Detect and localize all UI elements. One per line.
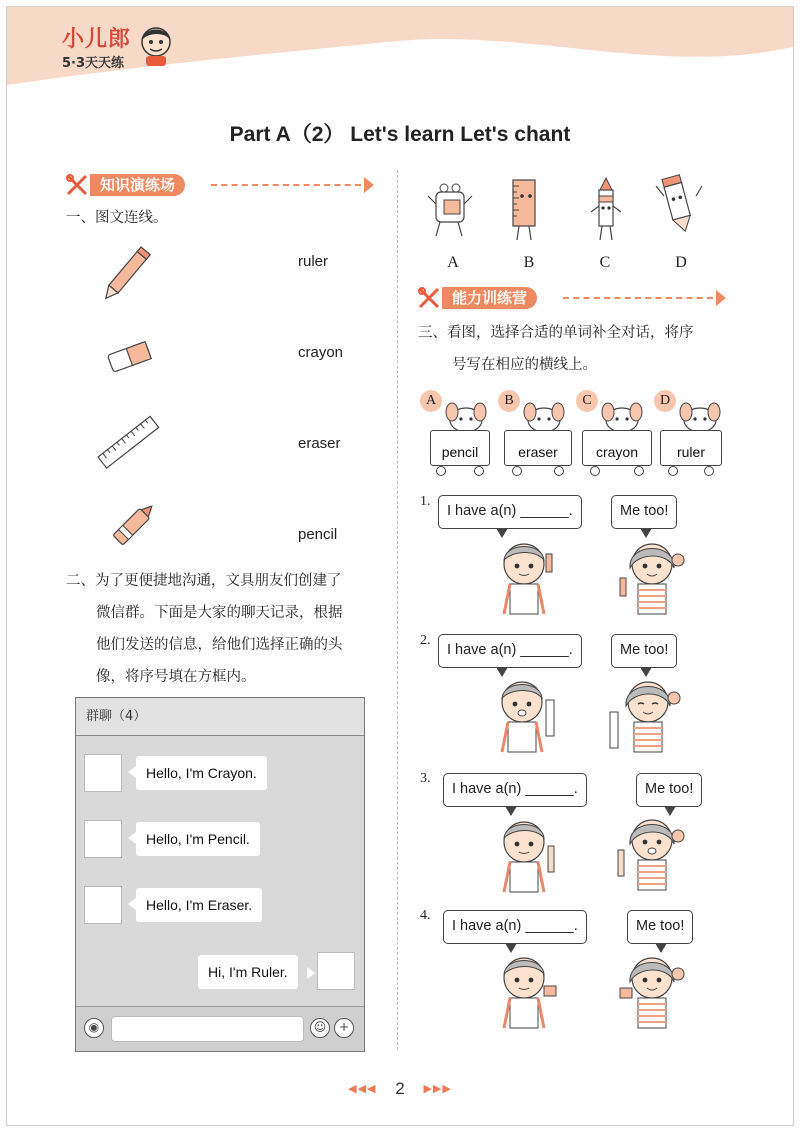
arrow-icon <box>716 290 726 306</box>
dashed-line <box>211 184 361 186</box>
girl-with-eraser-icon <box>612 948 692 1032</box>
bubble-tail <box>128 898 136 910</box>
dialogue-number: 2. <box>420 633 431 648</box>
mascot-icon <box>136 22 176 68</box>
bubble-tail <box>128 832 136 844</box>
chat-window <box>75 697 365 1052</box>
speech-bubble-right: Me too! <box>636 773 702 807</box>
dialogue-number: 4. <box>420 908 431 923</box>
question-1-label: 一、图文连线。 <box>66 210 168 226</box>
match-word-crayon: crayon <box>298 344 344 361</box>
pencil-character-icon <box>654 172 704 244</box>
chat-message: Hello, I'm Crayon. <box>136 756 267 790</box>
wheel <box>704 466 714 476</box>
girl-with-ruler-icon <box>604 672 688 756</box>
boy-with-ruler-icon <box>482 672 566 756</box>
question-3-line-2: 号写在相应的横线上。 <box>452 357 597 373</box>
section-title: 知识演练场 <box>90 174 185 196</box>
cart-word: crayon <box>595 444 639 460</box>
pencil-icon <box>92 240 162 306</box>
option-letter-a: A <box>447 254 459 271</box>
match-word-pencil: pencil <box>298 526 338 543</box>
question-2-line-2: 微信群。下面是大家的聊天记录，根据 <box>96 605 343 621</box>
column-divider <box>397 170 398 1050</box>
crayon-character-icon <box>588 176 624 244</box>
bubble-tail <box>307 967 315 979</box>
wheel <box>590 466 600 476</box>
page-number: 2 <box>395 1078 405 1098</box>
crayon-icon <box>100 494 164 558</box>
chat-message: Hello, I'm Pencil. <box>136 822 260 856</box>
chat-input[interactable] <box>111 1016 304 1042</box>
section-banner-ability <box>418 287 730 309</box>
avatar-answer-box[interactable] <box>84 886 122 924</box>
chat-footer <box>76 1006 364 1051</box>
match-word-eraser: eraser <box>298 435 341 452</box>
cart-option-d <box>652 388 732 478</box>
cart-word: pencil <box>441 444 479 460</box>
section-banner-knowledge <box>66 174 376 196</box>
cart-option-c <box>574 388 654 478</box>
wheel <box>512 466 522 476</box>
eraser-icon <box>103 336 155 376</box>
chat-group-title: 群聊（4） <box>76 698 364 736</box>
wheel <box>668 466 678 476</box>
girl-with-crayon-icon <box>612 534 692 618</box>
ruler-icon <box>94 410 164 476</box>
brand-name: 小儿郎 <box>62 27 132 52</box>
wheel <box>634 466 644 476</box>
page-footer <box>0 1078 800 1099</box>
boy-with-crayon-icon <box>488 534 568 618</box>
wheel <box>554 466 564 476</box>
scissors-icon <box>418 287 442 309</box>
question-2-line-3: 他们发送的信息，给他们选择正确的头 <box>96 637 343 653</box>
dialogue-number: 3. <box>420 771 431 786</box>
wheel <box>474 466 484 476</box>
cart-option-a <box>418 388 498 478</box>
avatar-answer-box[interactable] <box>84 754 122 792</box>
dog-icon <box>516 394 572 434</box>
option-letter-b: B <box>523 254 535 271</box>
dashed-line <box>563 297 713 299</box>
speech-bubble-left: I have a(n) ______. <box>443 773 587 807</box>
dog-icon <box>672 394 728 434</box>
cart-letter: C <box>576 390 598 412</box>
speech-bubble-right: Me too! <box>627 910 693 944</box>
speech-bubble-left: I have a(n) ______. <box>443 910 587 944</box>
previous-arrows-icon: ◀◀◀ <box>348 1083 377 1096</box>
cart-letter: B <box>498 390 520 412</box>
dog-icon <box>438 394 494 434</box>
next-arrows-icon: ▶▶▶ <box>423 1083 452 1096</box>
smile-icon[interactable]: ☺ <box>310 1018 330 1038</box>
bubble-tail <box>128 766 136 778</box>
ruler-character-icon <box>505 176 545 244</box>
match-word-ruler: ruler <box>298 253 329 270</box>
speech-bubble-right: Me too! <box>611 495 677 529</box>
cart-word: ruler <box>676 444 705 460</box>
boy-with-pencil-icon <box>488 812 568 896</box>
girl-with-pencil-icon <box>612 810 692 896</box>
wheel <box>436 466 446 476</box>
question-2-line-4: 像，将序号填在方框内。 <box>96 669 256 685</box>
avatar-answer-box[interactable] <box>84 820 122 858</box>
boy-with-eraser-icon <box>488 948 568 1032</box>
page-title: Part A（2） Let's learn Let's chant <box>229 123 571 146</box>
option-letter-d: D <box>675 254 687 271</box>
arrow-icon <box>364 177 374 193</box>
brand-subtitle: 5·3天天练 <box>62 56 125 71</box>
voice-icon[interactable]: ◉ <box>84 1018 104 1038</box>
option-letter-c: C <box>599 254 611 271</box>
sharpener-character-icon <box>426 178 476 244</box>
dialogue-number: 1. <box>420 494 431 509</box>
avatar-answer-box[interactable] <box>317 952 355 990</box>
plus-icon[interactable]: + <box>334 1018 354 1038</box>
chat-message: Hello, I'm Eraser. <box>136 888 262 922</box>
speech-bubble-left: I have a(n) ______. <box>438 495 582 529</box>
section-title: 能力训练营 <box>442 287 537 309</box>
cart-option-b <box>496 388 576 478</box>
chat-message: Hi, I'm Ruler. <box>198 955 298 989</box>
question-3-line-1: 三、看图，选择合适的单词补全对话，将序 <box>418 325 694 341</box>
dog-icon <box>594 394 650 434</box>
cart-letter: A <box>420 390 442 412</box>
question-2-line-1: 二、为了更便捷地沟通，文具朋友们创建了 <box>66 573 342 589</box>
scissors-icon <box>66 174 90 196</box>
speech-bubble-right: Me too! <box>611 634 677 668</box>
cart-word: eraser <box>518 444 558 460</box>
cart-letter: D <box>654 390 676 412</box>
speech-bubble-left: I have a(n) ______. <box>438 634 582 668</box>
